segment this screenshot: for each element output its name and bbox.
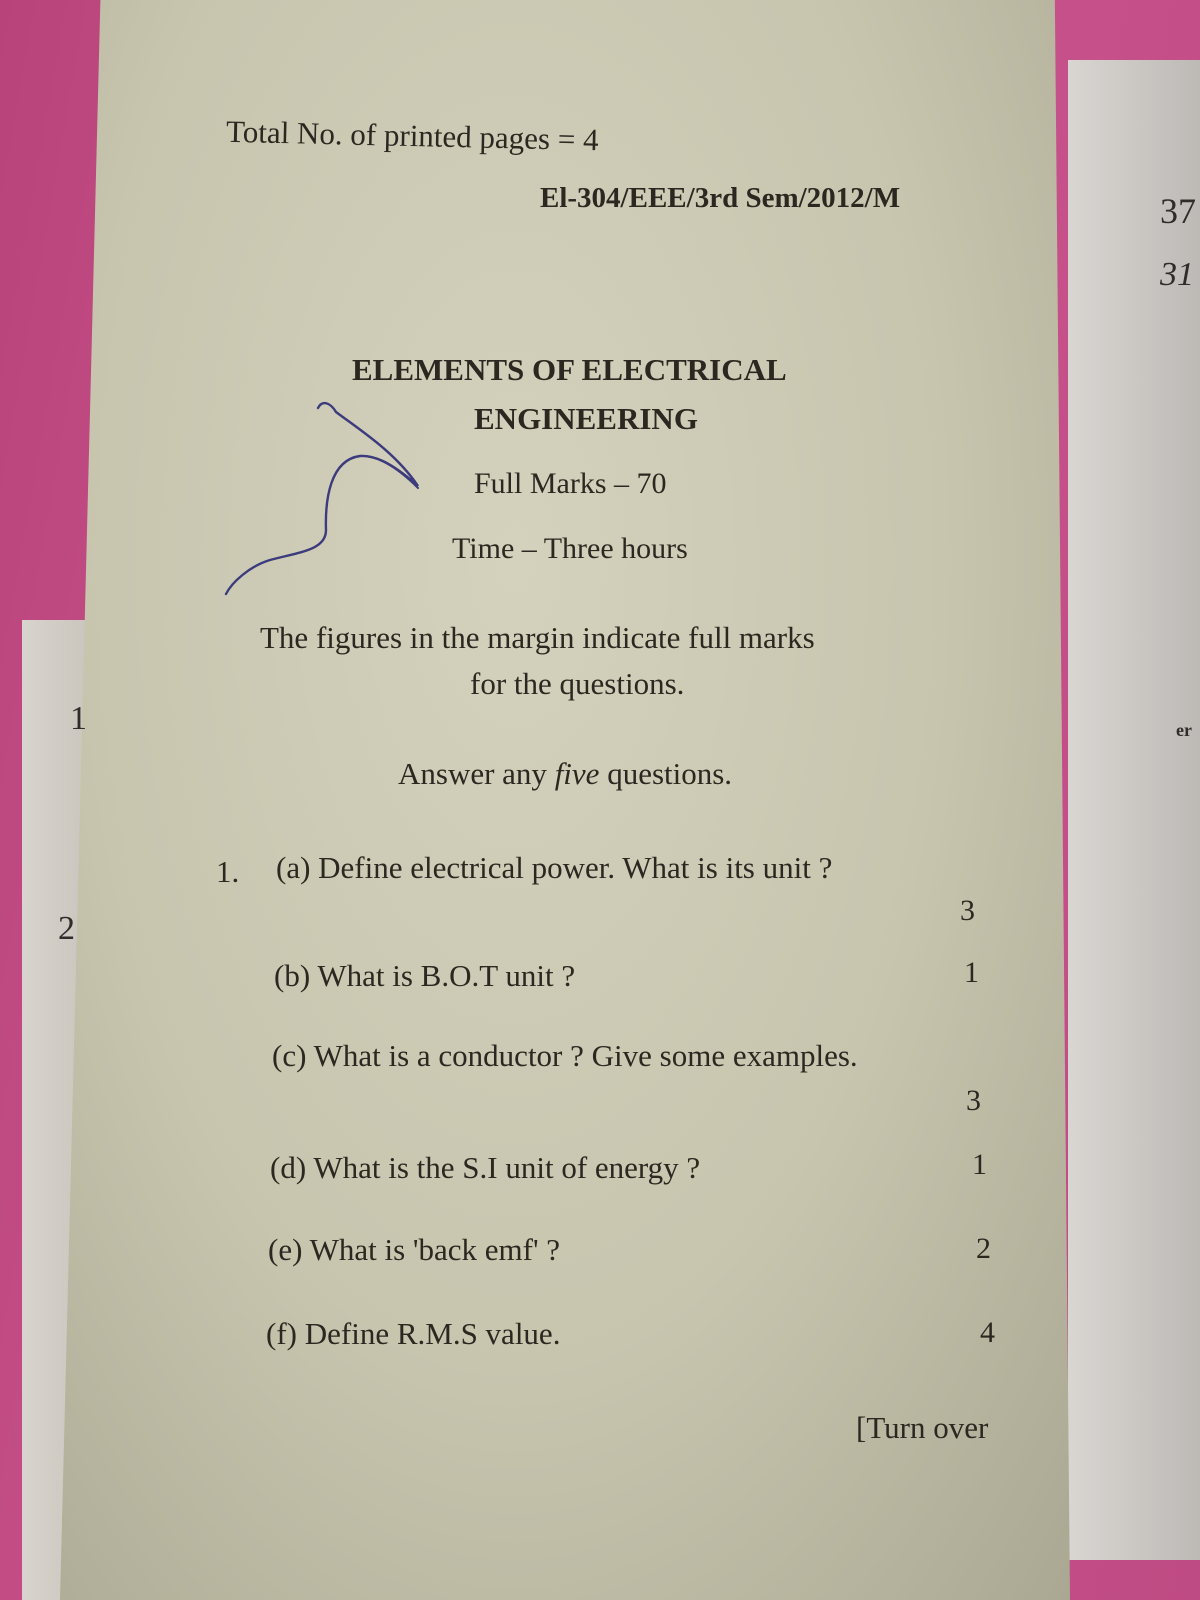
part-e-marks: 2 — [976, 1232, 991, 1265]
part-text: Define R.M.S value. — [304, 1316, 561, 1351]
subject-title-line1: ELEMENTS OF ELECTRICAL — [352, 352, 787, 387]
part-text: What is the S.I unit of energy ? — [313, 1150, 701, 1185]
pen-stroke — [226, 403, 418, 594]
part-text: What is B.O.T unit ? — [317, 958, 576, 993]
part-label: (e) — [268, 1232, 303, 1267]
paper-code: El-304/EEE/3rd Sem/2012/M — [540, 182, 901, 214]
printed-pages-line: Total No. of printed pages = 4 — [225, 113, 599, 158]
part-label: (a) — [276, 850, 311, 885]
part-text: What is 'back emf' ? — [309, 1232, 561, 1267]
part-label: (d) — [270, 1150, 307, 1185]
part-b-marks: 1 — [964, 956, 979, 989]
left-margin-mark-2: 2 — [58, 910, 75, 947]
part-a-marks: 3 — [960, 894, 975, 927]
turn-over-note: [Turn over — [856, 1410, 989, 1445]
part-label: (c) — [272, 1038, 307, 1073]
part-text: Define electrical power. What is its unit ? — [318, 850, 833, 885]
part-d-marks: 1 — [972, 1148, 987, 1181]
part-f-marks: 4 — [980, 1316, 995, 1349]
question-number: 1. — [216, 854, 240, 889]
exam-time: Time – Three hours — [452, 532, 688, 565]
answer-emphasis: five — [554, 756, 600, 791]
part-c-marks: 3 — [966, 1084, 981, 1117]
pen-stroke — [360, 456, 418, 488]
part-label: (f) — [266, 1316, 297, 1351]
answer-prefix: Answer any — [398, 756, 547, 791]
subject-title-line2: ENGINEERING — [474, 401, 698, 436]
right-margin-mark-2: 31 — [1160, 256, 1194, 293]
part-label: (b) — [274, 958, 311, 993]
instruction-line1: The figures in the margin indicate full marks — [260, 620, 815, 655]
instruction-line2: for the questions. — [470, 666, 685, 701]
left-margin-mark-1: 1 — [70, 700, 87, 737]
right-margin-mark-1: 37 — [1160, 191, 1196, 231]
part-text: What is a conductor ? Give some examples. — [313, 1038, 858, 1073]
full-marks: Full Marks – 70 — [474, 467, 667, 500]
answer-suffix: questions. — [607, 756, 733, 791]
right-margin-mark-3: er — [1176, 720, 1192, 740]
